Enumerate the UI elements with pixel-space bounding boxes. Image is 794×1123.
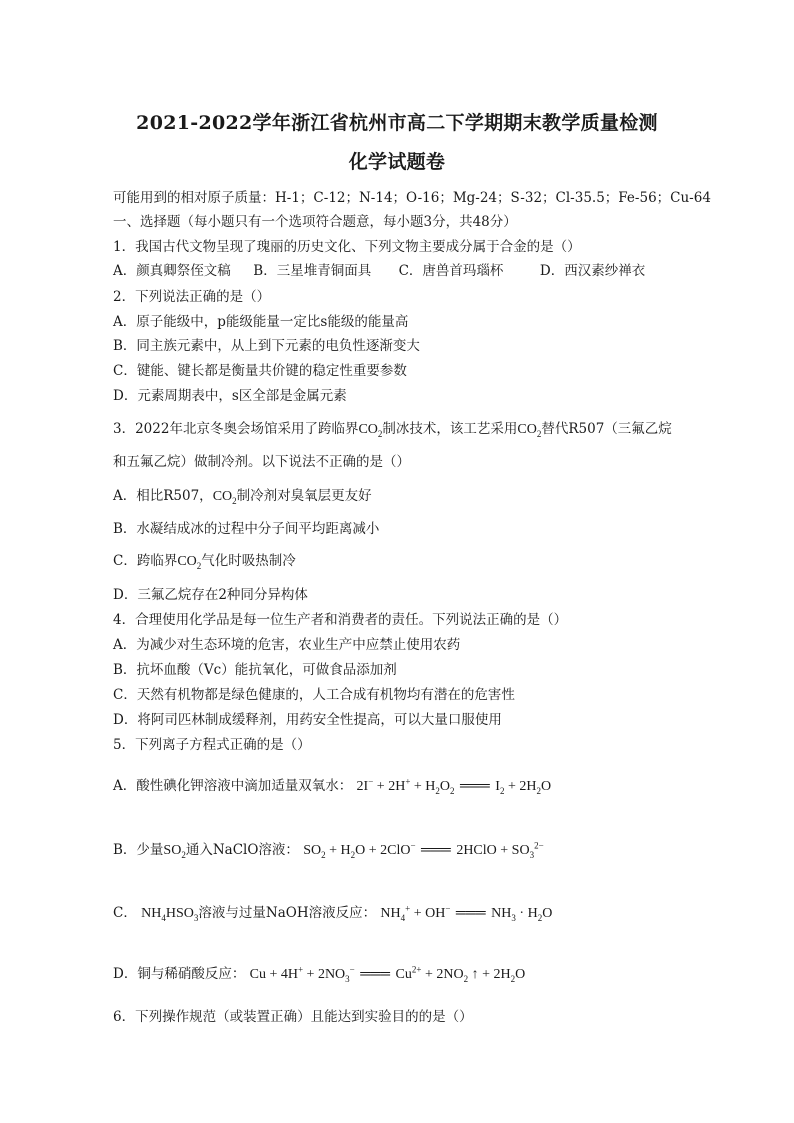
equation-c: $NH_4^+ + OH^-$ ═══ $NH_3 \cdot H_2O$ <box>380 903 553 923</box>
q5-option-c: C． $NH_4HSO_3$溶液与过量NaOH溶液反应： $NH_4^+ + OH^-$ ═══ $NH_3 \cdot H_2O$ <box>113 903 553 923</box>
exam-title: 2021-2022学年浙江省杭州市高二下学期期末教学质量检测 <box>136 112 658 134</box>
q5-option-d: D．铜与稀硝酸反应： $Cu + 4H^+ + 2NO_3^-$ ═══ $Cu^{2+} + 2NO_2$ ↑ + $2H_2O$ <box>113 964 526 984</box>
q1-option-b: B．三星堆青铜面具 <box>253 263 372 279</box>
q4-option-a: A．为减少对生态环境的危害，农业生产中应禁止使用农药 <box>113 637 461 653</box>
q3-option-c: C．跨临界$CO_2$气化时吸热制冷 <box>113 553 296 571</box>
q3-stem-line2: 和五氟乙烷）做制冷剂。以下说法不正确的是（） <box>113 454 410 470</box>
q1-option-d: D．西汉素纱禅衣 <box>539 263 646 279</box>
formula-so2: $SO_2$ <box>163 843 186 860</box>
formula-co2: $CO_2$ <box>358 422 383 439</box>
q3-option-d: D．三氟乙烷存在2种同分异构体 <box>113 587 308 603</box>
q3-option-a: A．相比R507，$CO_2$制冷剂对臭氧层更友好 <box>113 488 372 506</box>
section-heading: 一、选择题（每小题只有一个选项符合题意，每小题3分，共48分） <box>113 214 517 230</box>
q4-option-d: D．将阿司匹林制成缓释剂，用药安全性提高，可以大量口服使用 <box>113 712 502 728</box>
q5-option-a: A．酸性碘化钾溶液中滴加适量双氧水： $2I^- + 2H^+ + H_2O_2$ ═══ $I_2 + 2H_2O$ <box>113 776 552 796</box>
formula-co2: $CO_2$ <box>517 422 542 439</box>
q4-option-c: C．天然有机物都是绿色健康的，人工合成有机物均有潜在的危害性 <box>113 687 515 703</box>
q1-option-c: C．唐兽首玛瑙杯 <box>398 263 504 279</box>
q1-option-a: A．颜真卿祭侄文稿 <box>113 263 231 279</box>
equation-a: $2I^- + 2H^+ + H_2O_2$ ═══ $I_2 + 2H_2O$ <box>356 776 552 796</box>
q4-option-b: B．抗坏血酸（Vc）能抗氧化，可做食品添加剂 <box>113 662 397 678</box>
atomic-masses: 可能用到的相对原子质量：H-1；C-12；N-14；O-16；Mg-24；S-32；Cl-35.5；Fe-56；Cu-64 <box>113 190 711 206</box>
formula-nh4hso3: $NH_4HSO_3$ <box>141 906 199 923</box>
formula-co2: $CO_2$ <box>177 554 202 571</box>
q6-stem: 6．下列操作规范（或装置正确）且能达到实验目的的是（） <box>113 1009 473 1025</box>
q1-stem: 1．我国古代文物呈现了瑰丽的历史文化、下列文物主要成分属于合金的是（） <box>113 239 581 255</box>
q2-stem: 2．下列说法正确的是（） <box>113 289 271 305</box>
q2-option-a: A．原子能级中，p能级能量一定比s能级的能量高 <box>113 314 409 330</box>
q3-stem-line1: 3．2022年北京冬奥会场馆采用了跨临界$CO_2$制冰技术，该工艺采用$CO_2$替代R507（三氟乙烷 <box>113 421 672 439</box>
q2-option-c: C．键能、键长都是衡量共价键的稳定性重要参数 <box>113 363 407 379</box>
equation-b: $SO_2 + H_2O + 2ClO^-$ ═══ 2HClO + $SO_3^{2-}$ <box>303 840 544 860</box>
q1-options <box>113 259 645 279</box>
q3-option-b: B．水凝结成冰的过程中分子间平均距离减小 <box>113 521 380 537</box>
equation-d: $Cu + 4H^+ + 2NO_3^-$ ═══ $Cu^{2+} + 2NO_2$ ↑ + $2H_2O$ <box>249 964 526 984</box>
q5-stem: 5．下列离子方程式正确的是（） <box>113 737 311 753</box>
q2-option-d: D．元素周期表中，s区全部是金属元素 <box>113 388 347 404</box>
q4-stem: 4．合理使用化学品是每一位生产者和消费者的责任。下列说法正确的是（） <box>113 612 568 628</box>
q2-option-b: B．同主族元素中，从上到下元素的电负性逐渐变大 <box>113 338 420 354</box>
formula-co2: $CO_2$ <box>212 489 237 506</box>
q5-option-b: B．少量$SO_2$通入NaClO溶液： $SO_2 + H_2O + 2ClO^-$ ═══ 2HClO + $SO_3^{2-}$ <box>113 840 544 860</box>
exam-subtitle: 化学试题卷 <box>348 151 446 173</box>
